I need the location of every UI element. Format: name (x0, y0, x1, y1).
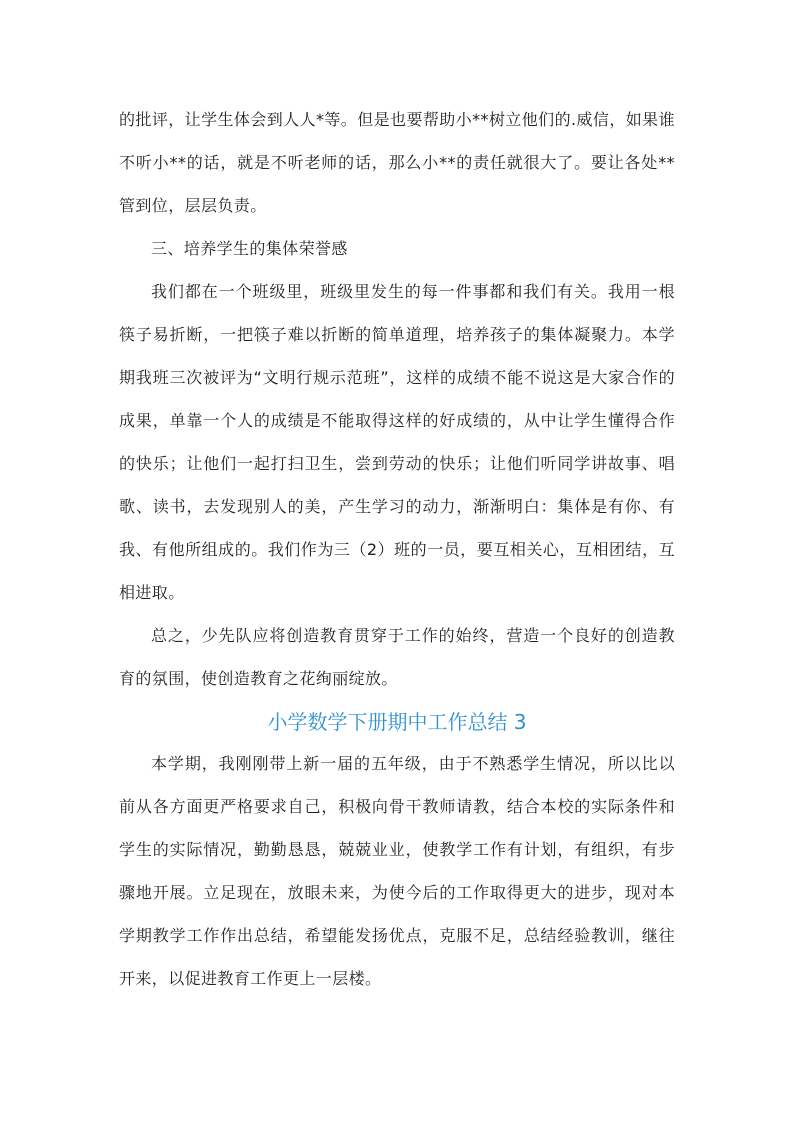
paragraph-intro: 本学期，我刚刚带上新一届的五年级，由于不熟悉学生情况，所以比以前从各方面更严格要求自己，积极向骨干教师请教，结合本校的实际条件和学生的实际情况，勤勤恳恳，兢兢业业，使教学工作有计划，有组织，有步骤地开展。立足现在，放眼未来，为使今后的工作取得更大的进步，现对本学期教学工作作出总结，希望能发扬优点，克服不足，总结经验教训，继往开来，以促进教育工作更上一层楼。 (119, 754, 675, 988)
paragraph-continued: 的批评，让学生体会到人人*等。但是也要帮助小**树立他们的.威信，如果谁不听小**的话，就是不听老师的话，那么小**的责任就很大了。要让各处**管到位，层层负责。 (119, 110, 675, 215)
section-title-collective-honor: 三、培养学生的集体荣誉感 (151, 239, 348, 258)
paragraph-collective: 我们都在一个班级里，班级里发生的每一件事都和我们有关。我用一根筷子易折断，一把筷子难以折断的简单道理，培养孩子的集体凝聚力。本学期我班三次被评为“文明行规示范班”，这样的成绩不能不说这是大家合作的成果，单靠一个人的成绩是不能取得这样的好成绩的，从中让学生懂得合作的快乐；让他们一起打扫卫生，尝到劳动的快乐；让他们听同学讲故事、唱歌、读书，去发现别人的美，产生学习的动力，渐渐明白：集体是有你、有我、有他所组成的。我们作为三（2）班的一员，要互相关心，互相团结，互相进取。 (119, 282, 675, 602)
document-page (119, 98, 675, 1000)
paragraph-conclusion: 总之，少先队应将创造教育贯穿于工作的始终，营造一个良好的创造教育的氛围，使创造教育之花绚丽绽放。 (119, 626, 675, 688)
document-heading: 小学数学下册期中工作总结 3 (267, 710, 527, 734)
